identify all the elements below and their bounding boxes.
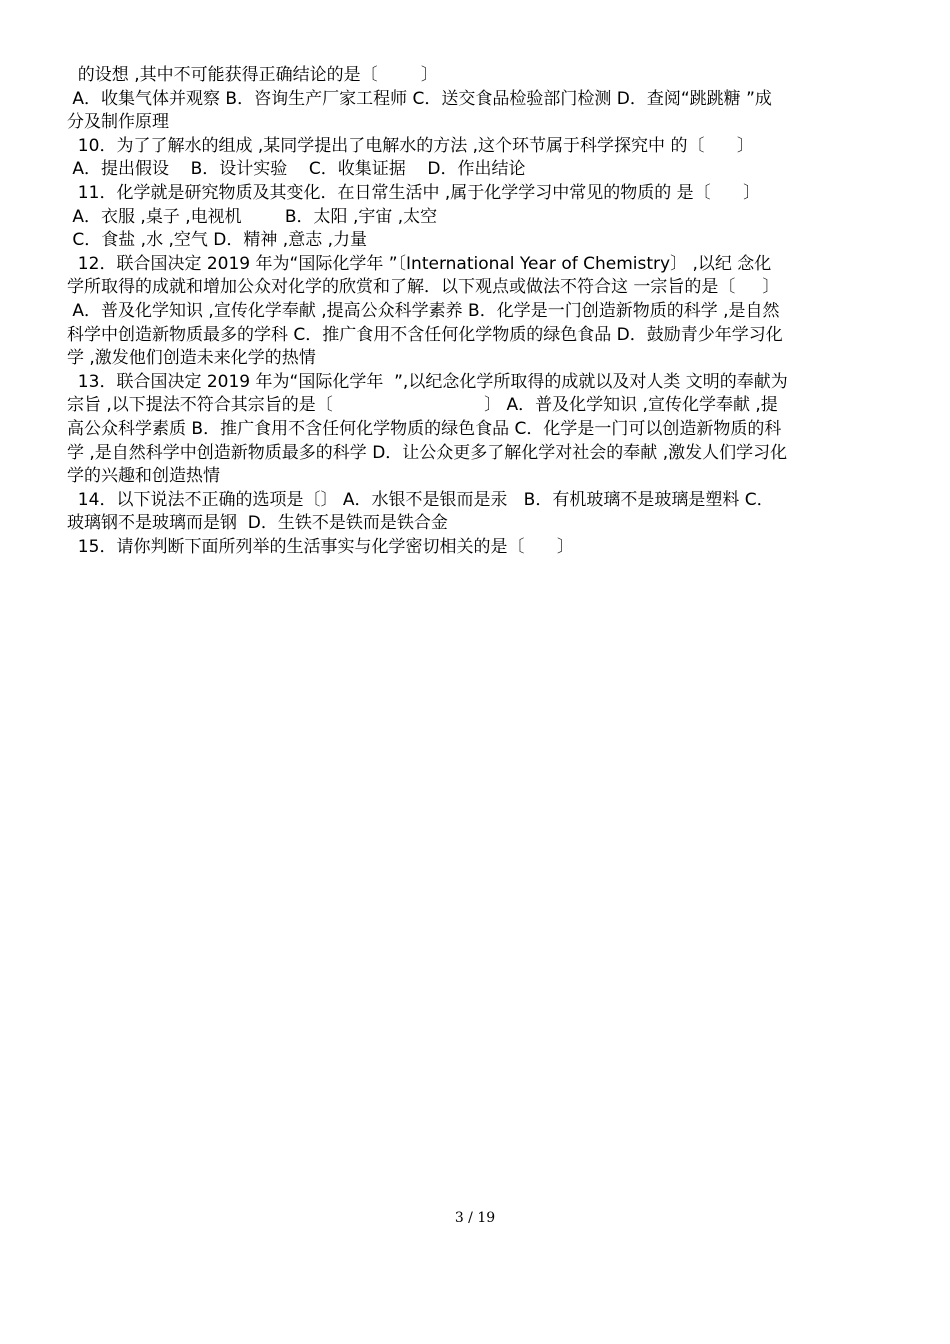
text-line: 玻璃钢不是玻璃而是钢 D．生铁不是铁而是铁合金 <box>67 513 448 534</box>
text-line: A．提出假设 B．设计实验 C．收集证据 D．作出结论 <box>67 159 526 180</box>
text-line: 学所取得的成就和增加公众对化学的欣赏和了解．以下观点或做法不符合这 一宗旨的是〔 〕 <box>67 277 780 298</box>
text-line: 宗旨 ,以下提法不符合其宗旨的是〔 〕 A．普及化学知识 ,宣传化学奉献 ,提 <box>67 395 778 416</box>
text-line: 分及制作原理 <box>67 112 169 133</box>
document-body <box>67 64 885 559</box>
text-line: A．收集气体并观察 B．咨询生产厂家工程师 C．送交食品检验部门检测 D．查阅“跳跳糖 ”成 <box>67 88 772 109</box>
text-line: 科学中创造新物质最多的学科 C．推广食用不含任何化学物质的绿色食品 D．鼓励青少年学习化 <box>67 324 783 345</box>
text-line: 学 ,是自然科学中创造新物质最多的科学 D．让公众更多了解化学对社会的奉献 ,激发人们学习化 <box>67 442 788 463</box>
text-line: 学 ,激发他们创造未来化学的热情 <box>67 348 316 369</box>
text-line: C．食盐 ,水 ,空气 D．精神 ,意志 ,力量 <box>67 230 367 251</box>
text-line: 10．为了了解水的组成 ,某同学提出了电解水的方法 ,这个环节属于科学探究中 的〔 〕 <box>67 135 754 156</box>
text-line: 的设想 ,其中不可能获得正确结论的是〔 〕 <box>67 65 438 85</box>
page-number: 3 / 19 <box>454 1210 496 1226</box>
text-line: 14．以下说法不正确的选项是〔〕 A．水银不是银而是汞 B．有机玻璃不是玻璃是塑料 C． <box>67 489 774 510</box>
text-line: 13．联合国决定 2019 年为“国际化学年 ”,以纪念化学所取得的成就以及对人类 文明的奉献为 <box>67 371 788 392</box>
text-line: 11．化学就是研究物质及其变化．在日常生活中 ,属于化学学习中常见的物质的 是〔 〕 <box>67 182 761 203</box>
text-line: 15．请你判断下面所列举的生活事实与化学密切相关的是〔 〕 <box>67 536 574 557</box>
text-line: 高公众科学素质 B．推广食用不含任何化学物质的绿色食品 C．化学是一门可以创造新物质的科 <box>67 418 782 439</box>
text-line: 12．联合国决定 2019 年为“国际化学年 ”〔International Year of Chemistry〕 ,以纪 念化 <box>67 253 772 274</box>
text-line: A．衣服 ,桌子 ,电视机 B．太阳 ,宇宙 ,太空 <box>67 206 438 227</box>
text-line: A．普及化学知识 ,宣传化学奉献 ,提高公众科学素养 B．化学是一门创造新物质的科学 ,是自然 <box>67 300 780 321</box>
text-line: 学的兴趣和创造热情 <box>67 466 220 487</box>
